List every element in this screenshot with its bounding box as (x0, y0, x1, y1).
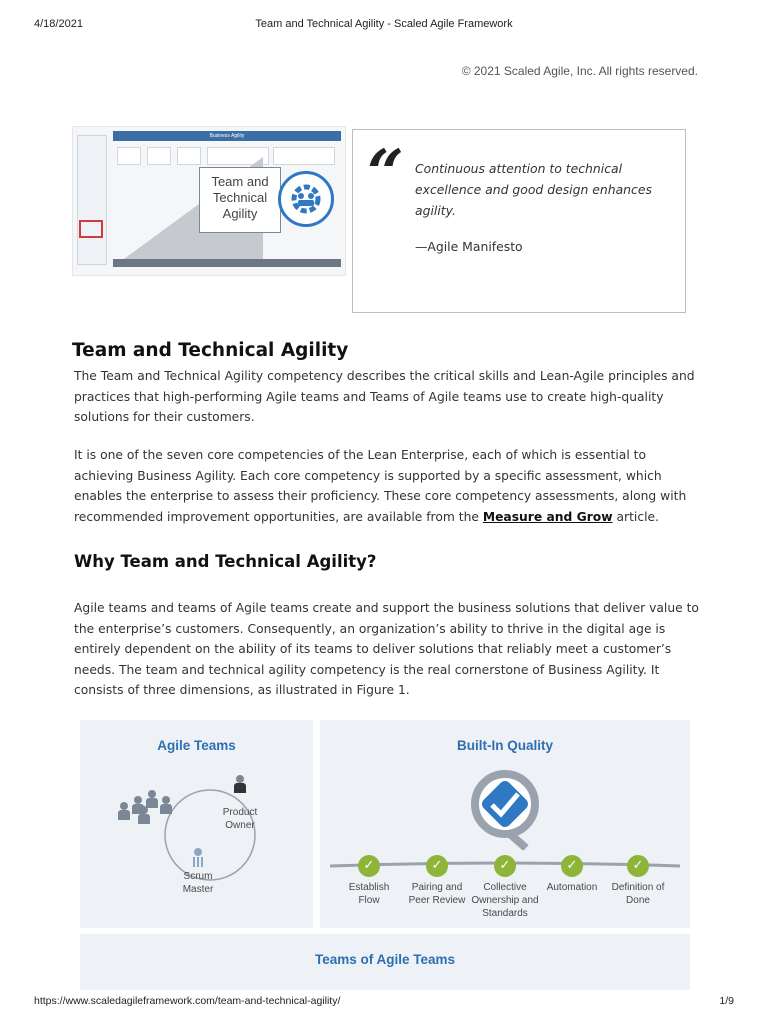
section-heading: Why Team and Technical Agility? (74, 552, 377, 571)
built-in-quality-title: Built-In Quality (457, 738, 553, 753)
banner-highlight-box (79, 220, 103, 238)
step-establish-flow: Establish Flow (348, 882, 390, 906)
gear-icon (278, 171, 334, 227)
banner-top-label: Business Agility (209, 133, 245, 139)
competency-paragraph-end: article. (612, 509, 659, 524)
check-icon: ✓ (358, 855, 380, 877)
product-owner-icon (234, 775, 246, 793)
scrum-master-label: Scrum Master (182, 871, 214, 895)
quote-text: Continuous attention to technical excellence and good design enhances agility. (415, 161, 652, 218)
check-icon: ✓ (561, 855, 583, 877)
step-pairing-peer-review: Pairing and Peer Review (408, 882, 466, 906)
banner-top-bar (113, 131, 341, 141)
step-definition-of-done: Definition of Done (611, 882, 665, 906)
built-in-quality-panel (320, 720, 690, 928)
why-paragraph: Agile teams and teams of Agile teams create and support the business solutions that deliver value to the enterprise’s customers. Consequently, an organization’s ability to thrive in the digital age is entirely dependent on the ability of its teams to deliver solutions that reliably meet a customer’s needs. The team and technical agility competency is the real cornerstone of Business Agility. It consists of three dimensions, as illustrated in Figure 1. (74, 601, 699, 697)
banner-tile (273, 147, 335, 165)
team-members-icon (118, 790, 178, 830)
page-number: 1/9 (719, 995, 734, 1007)
intro-paragraph: The Team and Technical Agility competency describes the critical skills and Lean-Agile principles and practices that high-performing Agile teams and Teams of Agile teams use to create high-quality solutions for their customers. (74, 369, 695, 424)
quote-mark-icon: “ (367, 136, 404, 211)
print-date: 4/18/2021 (34, 18, 83, 30)
teams-of-agile-teams-panel (80, 934, 690, 990)
measure-and-grow-link[interactable]: Measure and Grow (482, 509, 613, 524)
quote-attribution: —Agile Manifesto (415, 239, 523, 254)
competency-banner-image (72, 126, 346, 276)
footer-url: https://www.scaledagileframework.com/team-and-technical-agility/ (34, 995, 341, 1007)
agile-teams-title: Agile Teams (157, 738, 236, 753)
check-icon: ✓ (627, 855, 649, 877)
check-icon: ✓ (494, 855, 516, 877)
competency-paragraph (74, 445, 704, 527)
competency-paragraph-text: It is one of the seven core competencies of the Lean Enterprise, each of which is essential to achieving Business Agility. Each core competency is supported by a specific assessment, which enables the enterprise to assess their proficiency. These core competency assessments, along with recommended improvement opportunities, are available from the (74, 448, 687, 524)
step-collective-ownership: Collective Ownership and Standards (471, 882, 539, 919)
quote-box (352, 129, 686, 313)
copyright-notice: © 2021 Scaled Agile, Inc. All rights reserved. (461, 64, 698, 78)
banner-label: Team and Technical Agility (199, 167, 281, 233)
banner-side-column (77, 135, 107, 265)
page-title: Team and Technical Agility (72, 340, 349, 361)
teams-of-agile-teams-title: Teams of Agile Teams (314, 952, 456, 967)
banner-bottom-bar (113, 259, 341, 267)
print-title: Team and Technical Agility - Scaled Agile Framework (255, 18, 513, 30)
check-icon: ✓ (426, 855, 448, 877)
quality-q-icon (470, 768, 540, 850)
product-owner-label: Product Owner (222, 807, 258, 831)
agile-teams-panel (80, 720, 313, 928)
step-automation: Automation (546, 882, 598, 893)
scrum-master-icon (188, 846, 208, 872)
